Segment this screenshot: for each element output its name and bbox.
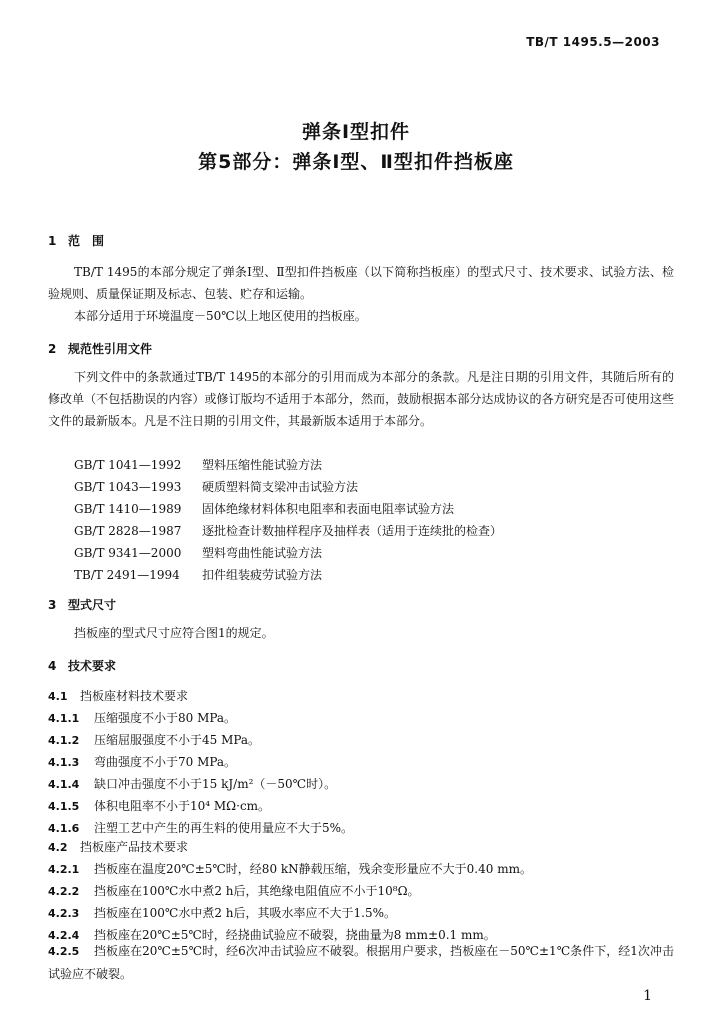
reference-code: TB/T 2491—1994 [74,568,180,582]
reference-item [74,478,358,495]
clause-item [48,797,270,814]
section-1-paragraph-1: TB/T 1495的本部分规定了弹条Ⅰ型、Ⅱ型扣件挡板座（以下简称挡板座）的型式尺寸、技术要求、试验方法、检验规则、质量保证期及标志、包装、贮存和运输。 [48,265,674,301]
section-1-paragraph-2: 本部分适用于环境温度－50℃以上地区使用的挡板座。 [74,309,367,323]
clause-text: 挡板座产品技术要求 [80,840,189,854]
reference-title: 塑料压缩性能试验方法 [202,458,323,472]
reference-title: 固体绝缘材料体积电阻率和表面电阻率试验方法 [202,502,455,516]
document-title: 弹条Ⅰ型扣件 [301,121,411,143]
clause-item [48,940,674,985]
reference-item [74,456,322,473]
reference-item [74,566,322,583]
clause-item [48,819,353,836]
clause-number: 4.1.5 [48,800,80,813]
clause-text: 缺口冲击强度不小于15 kJ/m²（－50℃时）。 [94,777,337,791]
clause-text: 挡板座在20℃±5℃时，经6次冲击试验应不破裂。根据用户要求，挡板座在－50℃±1℃条件下，经1次冲击试验应不破裂。 [48,944,674,981]
reference-item [74,522,502,539]
clause-4-2 [48,838,188,855]
reference-item [74,544,322,561]
reference-title: 逐批检查计数抽样程序及抽样表（适用于连续批的检查） [202,524,503,538]
clause-text: 挡板座在100℃水中煮2 h后，其绝缘电阻值应不小于10⁸Ω。 [94,884,420,898]
clause-number: 4.1.3 [48,756,80,769]
clause-item [48,882,420,899]
reference-code: GB/T 1410—1989 [74,502,182,516]
section-number: 1 [48,234,57,248]
section-title: 型式尺寸 [68,598,117,612]
standard-number: TB/T 1495.5—2003 [526,35,660,49]
section-title: 规范性引用文件 [68,342,153,356]
section-title: 范 围 [68,234,105,248]
clause-number: 4.1.6 [48,822,80,835]
clause-number: 4.1.4 [48,778,80,791]
reference-item [74,500,454,517]
clause-text: 体积电阻率不小于10⁴ MΩ·cm。 [94,799,271,813]
clause-number: 4.2.4 [48,929,80,942]
reference-code: GB/T 1043—1993 [74,480,182,494]
clause-text: 挡板座在温度20℃±5℃时，经80 kN静载压缩，残余变形量应不大于0.40 mm。 [94,862,532,876]
clause-text: 弯曲强度不小于70 MPa。 [94,755,237,769]
clause-number: 4.2.1 [48,863,80,876]
clause-number: 4.1 [48,690,68,703]
clause-item [48,904,396,921]
section-3-paragraph-1: 挡板座的型式尺寸应符合图1的规定。 [74,626,274,640]
reference-title: 塑料弯曲性能试验方法 [202,546,323,560]
document-subtitle: 第5部分：弹条Ⅰ型、Ⅱ型扣件挡板座 [198,151,514,173]
clause-item [48,753,236,770]
clause-number: 4.2.3 [48,907,80,920]
clause-text: 挡板座材料技术要求 [80,689,189,703]
clause-text: 压缩强度不小于80 MPa。 [94,711,237,725]
page-number: 1 [643,988,652,1004]
clause-item [48,709,236,726]
section-title: 技术要求 [68,659,117,673]
reference-code: GB/T 1041—1992 [74,458,182,472]
section-number: 3 [48,598,57,612]
clause-number: 4.2.5 [48,945,80,958]
clause-item [48,860,532,877]
reference-title: 扣件组装疲劳试验方法 [202,568,323,582]
clause-number: 4.1.2 [48,734,80,747]
section-number: 2 [48,342,57,356]
clause-text: 挡板座在100℃水中煮2 h后，其吸水率应不大于1.5%。 [94,906,396,920]
reference-title: 硬质塑料简支梁冲击试验方法 [202,480,359,494]
clause-4-1 [48,687,188,704]
clause-item [48,731,260,748]
section-4-heading [48,657,116,674]
section-2-paragraph-1: 下列文件中的条款通过TB/T 1495的本部分的引用而成为本部分的条款。凡是注日期的引用文件，其随后所有的修改单（不包括勘误的内容）或修订版均不适用于本部分，然而，鼓励根据本部分达成协议的各方研究是否可使用这些文件的最新版本。凡是不注日期的引用文件，其最新版本适用于本部分。 [48,370,674,428]
clause-text: 挡板座在20℃±5℃时，经挠曲试验应不破裂，挠曲量为8 mm±0.1 mm。 [94,928,496,942]
section-1-heading [48,232,104,249]
reference-code: GB/T 9341—2000 [74,546,182,560]
clause-item [48,775,336,792]
clause-number: 4.2 [48,841,68,854]
reference-code: GB/T 2828—1987 [74,524,182,538]
clause-number: 4.2.2 [48,885,80,898]
clause-text: 注塑工艺中产生的再生料的使用量应不大于5%。 [94,821,354,835]
clause-number: 4.1.1 [48,712,80,725]
section-2-heading [48,340,152,357]
section-number: 4 [48,659,57,673]
clause-text: 压缩屈服强度不小于45 MPa。 [94,733,261,747]
section-3-heading [48,596,116,613]
